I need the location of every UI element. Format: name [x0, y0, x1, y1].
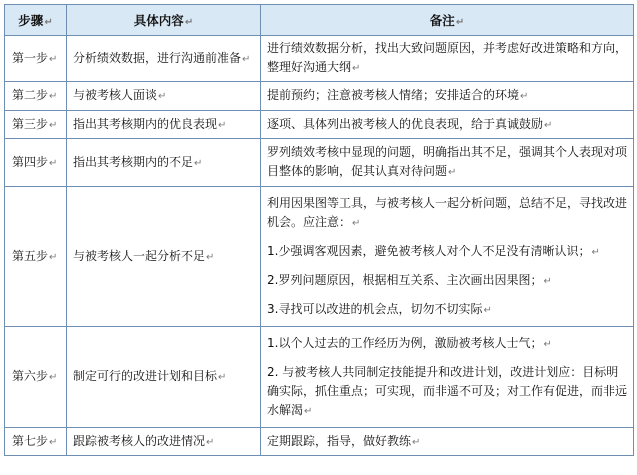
note-paragraph: [267, 271, 627, 291]
step-label: 第三步: [12, 116, 49, 131]
paragraph-mark: ↵: [412, 436, 421, 448]
note-paragraph: [267, 194, 627, 233]
content-text: 制定可行的改进计划和目标: [73, 369, 218, 383]
note-paragraph: [267, 86, 627, 106]
header-content-label: 具体内容: [133, 13, 184, 28]
header-row: [5, 5, 634, 36]
step-cell: [5, 139, 67, 187]
content-text: 与被考核人面谈: [73, 88, 158, 102]
content-cell: [67, 428, 261, 456]
paragraph-mark: ↵: [591, 246, 600, 258]
step-label: 第七步: [12, 433, 49, 448]
notes-cell: [261, 428, 634, 456]
note-paragraph: [267, 334, 627, 354]
paragraph-mark: ↵: [543, 338, 552, 350]
paragraph-mark: ↵: [352, 63, 361, 74]
note-text: 1.少强调客观因素，避免被考核人对个人不足没有清晰认识；: [267, 243, 591, 258]
step-label: 第六步: [12, 369, 49, 383]
content-cell: [67, 327, 261, 428]
table-row: [5, 36, 634, 82]
note-paragraph: [267, 432, 627, 452]
note-text: 2.罗列问题原因，根据相互关系、主次画出因果图；: [267, 272, 543, 287]
paragraph-mark: ↵: [158, 91, 167, 102]
paragraph-mark: ↵: [520, 91, 529, 102]
note-text: 1.以个人过去的工作经历为例，激励被考核人士气；: [267, 335, 543, 350]
table-row: [5, 187, 634, 327]
step-label: 第五步: [12, 248, 49, 263]
step-label: 第四步: [12, 154, 49, 169]
notes-cell: [261, 82, 634, 111]
notes-cell: [261, 187, 634, 327]
step-cell: [5, 111, 67, 139]
header-notes-label: 备注: [429, 13, 455, 28]
paragraph-mark: ↵: [455, 17, 465, 28]
note-text: 逐项、具体列出被考核人的优良表现，给于真诚鼓励: [267, 116, 544, 131]
note-text: 2. 与被考核人共同制定技能提升和改进计划，改进计划应：目标明确实际，抓住重点；可实现，而非遥不可及；对工作有促进，而非远水解渴: [267, 364, 628, 417]
table-row: [5, 82, 634, 111]
notes-cell: [261, 139, 634, 187]
header-step-label: 步骤: [18, 13, 44, 28]
content-text: 跟踪被考核人的改进情况: [73, 433, 206, 448]
paragraph-mark: ↵: [544, 119, 553, 131]
note-text: 3.寻找可以改进的机会点，切勿不切实际: [267, 301, 483, 316]
paragraph-mark: ↵: [49, 436, 58, 448]
note-paragraph: [267, 242, 627, 262]
paragraph-mark: ↵: [49, 372, 58, 383]
paragraph-mark: ↵: [49, 157, 58, 169]
content-cell: [67, 82, 261, 111]
paragraph-mark: ↵: [242, 53, 251, 65]
note-paragraph: [267, 39, 627, 78]
paragraph-mark: ↵: [483, 304, 492, 316]
note-text: 进行绩效数据分析，找出大致问题原因，并考虑好改进策略和方向，整理好沟通大纲: [267, 41, 628, 74]
steps-table: [4, 4, 634, 456]
table-row: [5, 111, 634, 139]
paragraph-mark: ↵: [218, 119, 227, 131]
paragraph-mark: ↵: [543, 275, 552, 287]
header-notes: [261, 5, 634, 36]
note-text: 定期跟踪，指导，做好教练: [267, 433, 412, 448]
paragraph-mark: ↵: [49, 53, 58, 65]
paragraph-mark: ↵: [304, 405, 313, 417]
content-text: 指出其考核期内的不足: [73, 154, 194, 169]
paragraph-mark: ↵: [49, 251, 58, 263]
table-row: [5, 428, 634, 456]
content-cell: [67, 139, 261, 187]
content-text: 分析绩效数据，进行沟通前准备: [73, 50, 242, 65]
note-text: 利用因果图等工具，与被考核人一起分析问题，总结不足，寻找改进机会。应注意：: [267, 195, 628, 229]
note-text: 罗列绩效考核中显现的问题，明确指出其不足，强调其个人表现对项目整体的影响，促其认真对待问题: [267, 145, 628, 178]
step-cell: [5, 82, 67, 111]
content-cell: [67, 187, 261, 327]
content-cell: [67, 36, 261, 82]
note-paragraph: [267, 143, 627, 182]
note-paragraph: [267, 363, 627, 421]
note-paragraph: [267, 115, 627, 135]
step-cell: [5, 327, 67, 428]
note-text: 提前预约；注意被考核人情绪；安排适合的环境: [267, 88, 520, 102]
content-cell: [67, 111, 261, 139]
paragraph-mark: ↵: [49, 91, 58, 102]
paragraph-mark: ↵: [352, 217, 361, 229]
step-label: 第一步: [12, 50, 49, 65]
paragraph-mark: ↵: [49, 119, 58, 131]
table-row: [5, 139, 634, 187]
notes-cell: [261, 327, 634, 428]
paragraph-mark: ↵: [448, 167, 457, 178]
step-cell: [5, 36, 67, 82]
content-text: 与被考核人一起分析不足: [73, 248, 206, 263]
step-cell: [5, 428, 67, 456]
header-step: [5, 5, 67, 36]
paragraph-mark: ↵: [206, 436, 215, 448]
notes-cell: [261, 36, 634, 82]
table-row: [5, 327, 634, 428]
paragraph-mark: ↵: [194, 157, 203, 169]
paragraph-mark: ↵: [206, 251, 215, 263]
paragraph-mark: ↵: [44, 17, 53, 28]
note-paragraph: [267, 300, 627, 320]
step-label: 第二步: [12, 88, 49, 102]
paragraph-mark: ↵: [184, 17, 194, 28]
notes-cell: [261, 111, 634, 139]
header-content: [67, 5, 261, 36]
content-text: 指出其考核期内的优良表现: [73, 116, 218, 131]
paragraph-mark: ↵: [218, 372, 227, 383]
step-cell: [5, 187, 67, 327]
